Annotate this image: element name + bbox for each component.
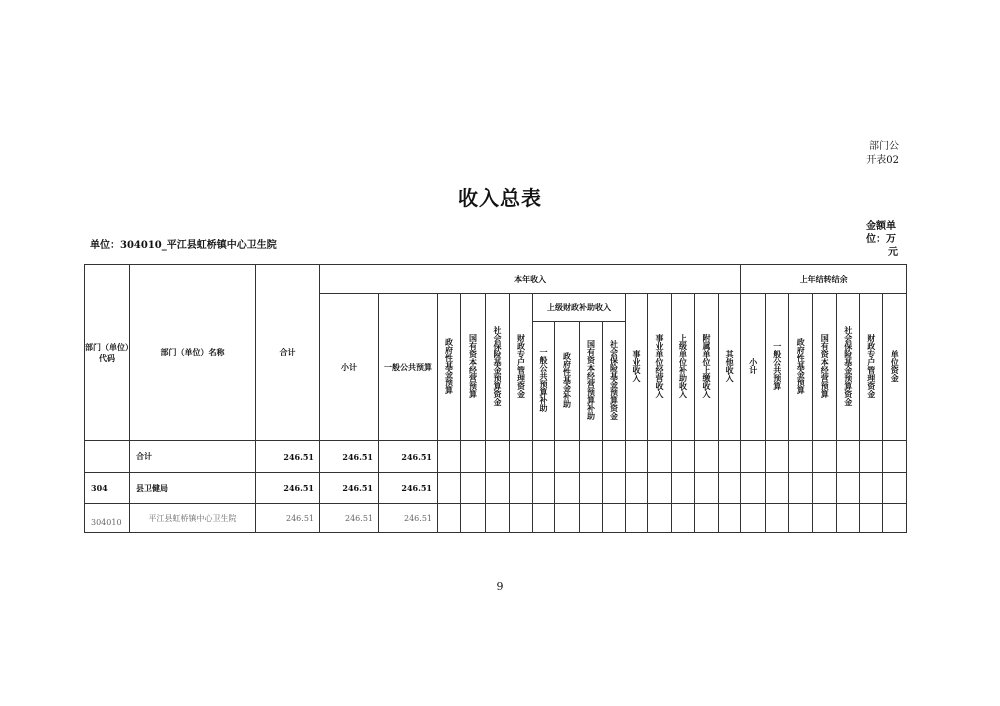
header-py-gov-fund: 政府性基金预算	[796, 338, 807, 394]
header-business-income: 事业收入	[632, 350, 642, 382]
header-current-year: 本年收入	[320, 265, 741, 294]
row-total: 246.51	[256, 441, 320, 473]
header-social-insurance: 社会保险基金预算资金	[493, 326, 503, 406]
table-row	[85, 473, 907, 504]
table-row	[85, 441, 907, 473]
header-superior-subsidy: 上级财政补助收入	[533, 294, 626, 322]
row-subtotal: 246.51	[320, 473, 379, 504]
header-dept-name: 部门（单位）名称	[130, 265, 256, 441]
header-gov-fund: 政府性基金预算	[444, 338, 455, 394]
row-subtotal: 246.51	[320, 504, 379, 533]
header-superior-grant: 上级单位补助收入	[678, 334, 689, 398]
row-code: 304	[85, 473, 130, 504]
row-name: 平江县虹桥镇中心卫生院	[130, 504, 256, 533]
header-py-fiscal-special: 财政专户管理资金	[866, 334, 877, 398]
income-summary-table	[84, 264, 907, 533]
row-general: 246.51	[379, 504, 438, 533]
form-number-line1: 部门公	[869, 141, 899, 152]
header-general-budget: 一般公共预算	[379, 294, 438, 441]
header-sub-state-capital: 国有资本经营预算补助	[586, 340, 597, 420]
row-total: 246.51	[256, 504, 320, 533]
header-prior-year: 上年结转结余	[741, 265, 907, 294]
amount-unit	[866, 220, 902, 259]
header-sub-general: 一般公共预算补助	[539, 348, 549, 412]
unit-label: 单位：304010_平江县虹桥镇中心卫生院	[90, 240, 277, 251]
row-code	[85, 441, 130, 473]
row-general: 246.51	[379, 441, 438, 473]
header-sub-gov-fund: 政府性基金补助	[562, 352, 573, 408]
header-py-subtotal: 小计	[748, 358, 759, 374]
header-subtotal: 小计	[320, 294, 379, 441]
row-total: 246.51	[256, 473, 320, 504]
header-py-general: 一般公共预算	[772, 342, 783, 390]
header-dept-code: 部门（单位）代码	[85, 265, 130, 441]
header-fiscal-special: 财政专户管理资金	[516, 334, 527, 398]
header-py-social: 社会保险基金预算资金	[843, 326, 854, 406]
row-name: 县卫健局	[130, 473, 256, 504]
header-total: 合计	[256, 265, 320, 441]
header-py-state-capital: 国有资本经营预算	[820, 334, 831, 398]
form-number	[866, 140, 899, 168]
header-sub-social: 社会保险基金预算资金	[609, 340, 620, 420]
header-affiliated-payment: 附属单位上缴收入	[702, 334, 712, 398]
row-subtotal: 246.51	[320, 441, 379, 473]
form-number-line2: 开表02	[866, 155, 899, 166]
header-state-capital: 国有资本经营预算	[468, 334, 479, 398]
amount-unit-line1: 金额单	[866, 221, 896, 232]
amount-unit-line2: 位：万	[866, 234, 896, 245]
row-code: 304010	[85, 504, 130, 533]
header-py-unit-funds: 单位资金	[890, 350, 901, 382]
page-title: 收入总表	[458, 186, 542, 210]
page-number: 9	[496, 580, 504, 593]
header-other-income: 其他收入	[725, 350, 736, 382]
row-name: 合计	[130, 441, 256, 473]
header-operating-income: 事业单位经营收入	[655, 334, 665, 398]
row-general: 246.51	[379, 473, 438, 504]
amount-unit-line3: 元	[888, 247, 898, 258]
table-row	[85, 504, 907, 533]
